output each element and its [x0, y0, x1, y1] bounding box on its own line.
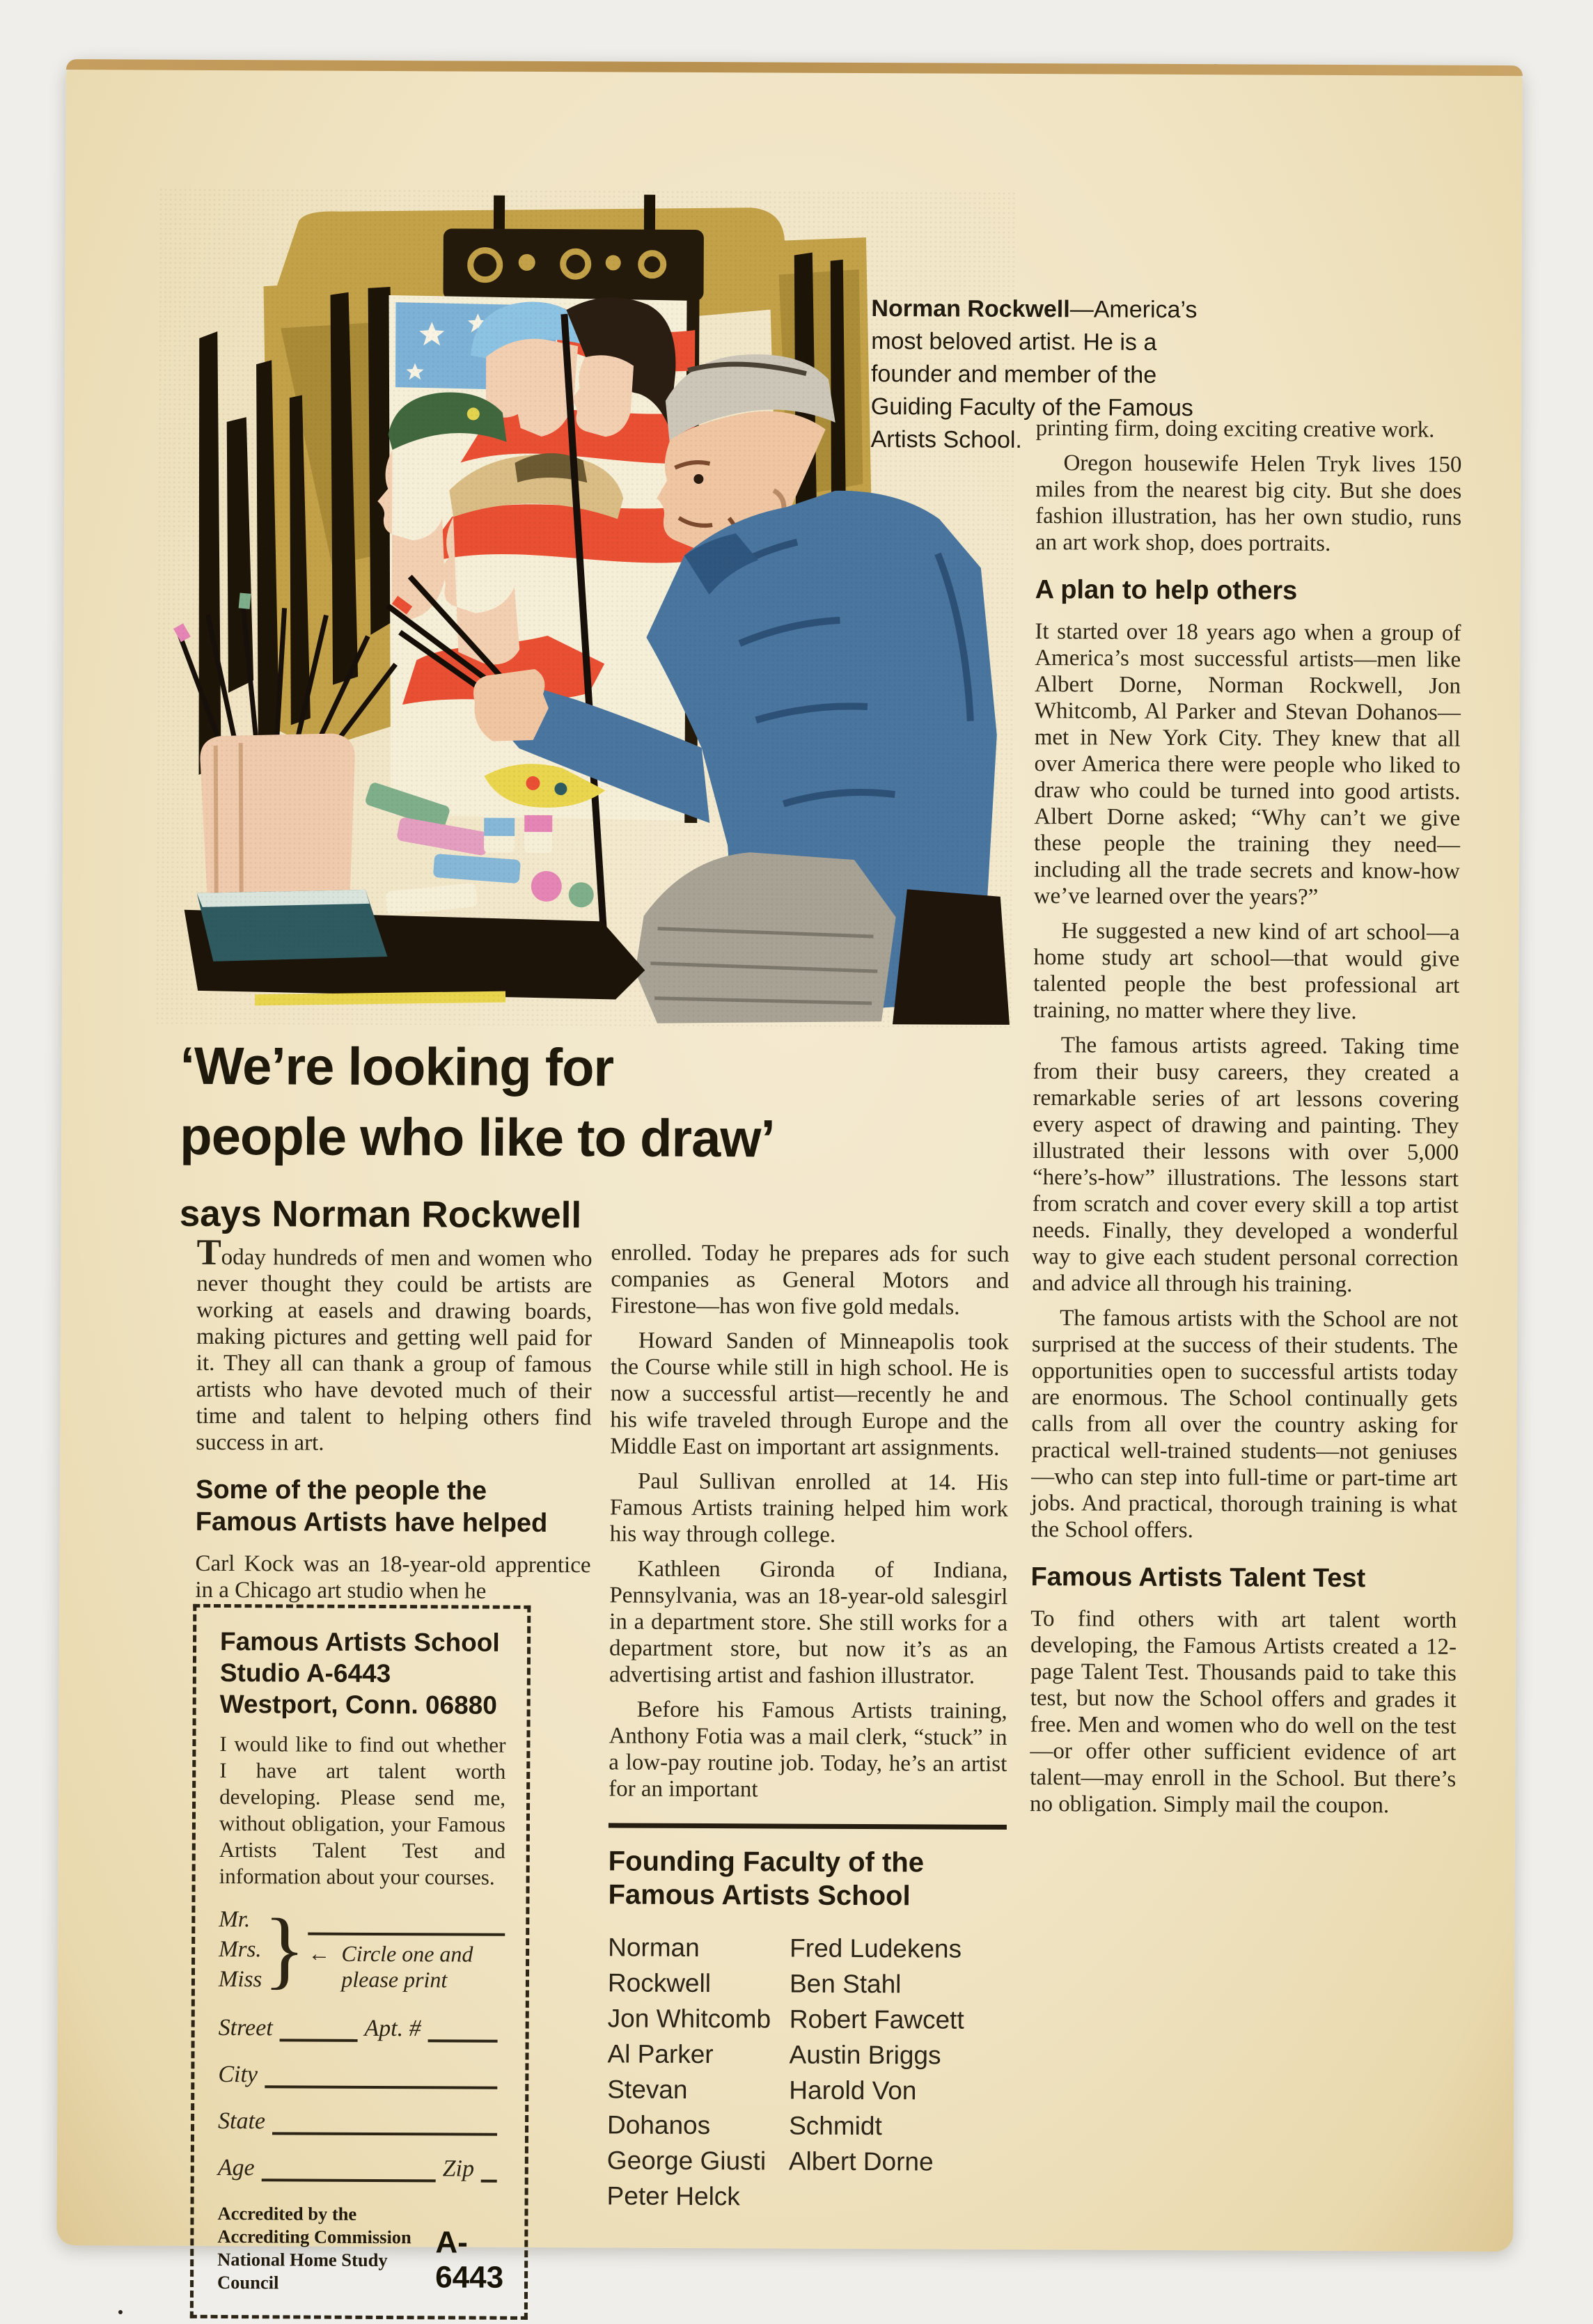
body-paragraph: Before his Famous Artists training, Anthony Fotia was a mail clerk, “stuck” in a low-pay routine job. Today, he’s an artist for an important: [609, 1697, 1007, 1803]
age-zip-row: [218, 2153, 504, 2183]
left-column: [195, 1232, 593, 1613]
accredited-line2: National Home Study Council: [217, 2248, 388, 2293]
brace-glyph: }: [263, 1901, 306, 1998]
founding-faculty-heading: Founding Faculty of the Famous Artists School: [608, 1846, 925, 1912]
city-label: City: [218, 2061, 258, 2088]
name-line: [308, 1932, 505, 1936]
faculty-list: [607, 1929, 1007, 2215]
mail-in-coupon: [190, 1604, 531, 2320]
street-line: [280, 2013, 358, 2041]
headline-line1: ‘We’re looking for: [180, 1036, 614, 1098]
faculty-divider: [609, 1823, 1007, 1829]
title-miss: Miss: [218, 1966, 262, 1993]
faculty-name: Robert Fawcett: [789, 2004, 964, 2034]
coupon-code: A-6443: [435, 2225, 504, 2295]
apt-label: Apt. #: [364, 2015, 421, 2042]
body-paragraph: The famous artists agreed. Taking time from their busy careers, they created a remarkable series of art lessons covering every aspect of drawing and painting. They illustrated their lessons with over 5,000 “here’s-how” illustrations. The lessons start from scratch and cover every skill a top artist needs. Finally, they developed a wonderful way to give each student personal correction and advice all through his training.: [1032, 1033, 1459, 1298]
people-helped-heading: Some of the people the Famous Artists have helped: [195, 1475, 548, 1539]
comic-back-cover-page: [56, 59, 1523, 2295]
coupon-address: Westport, Conn. 06880: [219, 1689, 497, 1720]
left-arrow-icon: ←: [308, 1940, 331, 1966]
body-paragraph: Paul Sullivan enrolled at 14. His Famous Artists training helped him work his way through college.: [609, 1468, 1009, 1548]
faculty-list-left: [607, 1929, 790, 2214]
body-paragraph: To find others with art talent worth developing, the Famous Artists created a 12-page Talent Test. Thousands paid to take this test, but now the School offers and grades it free. Men and women who do well on the test—or offer other sufficient evidence of art talent—may enroll in the School. But there’s no obligation. Simply mail the coupon.: [1029, 1606, 1457, 1819]
faculty-name: Albert Dorne: [788, 2146, 934, 2176]
body-paragraph: enrolled. Today he prepares ads for such companies as General Motors and Firestone—has won five gold medals.: [611, 1240, 1010, 1320]
coupon-studio: Studio A-6443: [219, 1658, 391, 1688]
faculty-name: Peter Helck: [606, 2181, 740, 2211]
city-row: [218, 2060, 504, 2089]
ad-headline-block: [180, 1031, 1037, 1239]
middle-column: [607, 1239, 1010, 2215]
zip-line: [481, 2155, 497, 2183]
state-row: [218, 2107, 504, 2136]
faculty-name: Austin Briggs: [789, 2040, 941, 2070]
body-paragraph: It started over 18 years ago when a group of America’s most successful artists—men like Albert Dorne, Norman Rockwell, Jon Whitcomb, Al Parker and Stevan Dohanos—met in New York City. They knew that all over America there were people who liked to draw who could be turned into good artists. Albert Dorne asked; “Why can’t we give these people the training they need—including all the trade secrets and know-how we’ve learned over the years?”: [1033, 619, 1461, 910]
headline-line2: people who like to draw’: [180, 1106, 775, 1169]
state-line: [272, 2107, 497, 2135]
intro-paragraph: Today hundreds of men and women who never thought they could be artists are working at easels and drawing boards, making pictures and getting well paid for it. They all can thank a group of famous artists who have devoted much of their time and talent to helping others find success in art.: [196, 1232, 593, 1456]
accredited-line1: Accredited by the Accrediting Commission: [217, 2202, 411, 2248]
body-paragraph: He suggested a new kind of art school—a home study art school—that would give talented people the best professional art training, no matter where they live.: [1033, 918, 1460, 1025]
scanner-speck: [118, 2310, 123, 2314]
faculty-name: Stevan Dohanos: [606, 2075, 711, 2140]
circle-one-note: Circle one and please print: [341, 1940, 473, 1992]
faculty-list-right: [789, 1931, 1007, 2215]
zip-label: Zip: [442, 2156, 475, 2182]
salutation-block: [218, 1901, 505, 1998]
faculty-name: Norman Rockwell: [607, 1933, 712, 1998]
faculty-name: Al Parker: [607, 2039, 714, 2069]
state-label: State: [217, 2107, 266, 2135]
talent-test-heading: Famous Artists Talent Test: [1030, 1562, 1366, 1594]
title-mrs: Mrs.: [219, 1936, 262, 1963]
plan-to-help-heading: A plan to help others: [1035, 575, 1298, 606]
title-mr: Mr.: [219, 1906, 251, 1933]
street-row: [219, 2013, 505, 2043]
body-paragraph: printing firm, doing exciting creative work.: [1035, 416, 1435, 443]
right-column: [1030, 415, 1462, 1828]
caption-artist-name: Norman Rockwell: [871, 295, 1070, 323]
accreditation-block: [217, 2202, 504, 2295]
city-line: [265, 2060, 497, 2089]
street-label: Street: [218, 2014, 273, 2041]
age-label: Age: [217, 2154, 255, 2181]
apt-line: [428, 2014, 498, 2042]
carl-kock-paragraph: Carl Kock was an 18-year-old apprentice in a Chicago art studio when he: [195, 1550, 591, 1604]
coupon-request-text: I would like to find out whether I have art talent worth developing. Please send me, without obligation, your Famous Artists Talent Test and information about your courses.: [219, 1731, 506, 1890]
faculty-name: Ben Stahl: [789, 1969, 902, 1999]
headline-byline: says Norman Rockwell: [179, 1193, 582, 1236]
body-paragraph: Oregon housewife Helen Tryk lives 150 miles from the nearest big city. But she does fashion illustration, has her own studio, runs an art work shop, does portraits.: [1035, 450, 1462, 556]
faculty-name: Harold Von Schmidt: [789, 2075, 917, 2141]
body-paragraph: Howard Sanden of Minneapolis took the Course while still in high school. He is now a successful artist—recently he and his wife traveled through Europe and the Middle East on important art assignments.: [610, 1328, 1010, 1461]
coupon-school-name: Famous Artists School: [219, 1626, 500, 1657]
faculty-name: Jon Whitcomb: [607, 2004, 771, 2034]
body-paragraph: Kathleen Gironda of Indiana, Pennsylvania, was an 18-year-old salesgirl in a department store. She still works for a department store, but now it’s as an advertising artist and fashion illustrator.: [609, 1556, 1008, 1689]
faculty-name: Fred Ludekens: [790, 1933, 962, 1963]
faculty-name: George Giusti: [606, 2146, 767, 2176]
caption-text: —America’s most beloved artist. He is a founder and member of the Guiding Faculty of the Famous Artists School.: [870, 296, 1198, 453]
body-paragraph: The famous artists with the School are not surprised at the success of their students. The opportunities open to successful artists today are enormous. The School continually gets calls from all over the country asking for practical well-trained students—not geniuses—who can step into full-time or part-time art jobs. And practical, thorough training is what the School offers.: [1030, 1305, 1459, 1544]
age-line: [262, 2153, 436, 2182]
